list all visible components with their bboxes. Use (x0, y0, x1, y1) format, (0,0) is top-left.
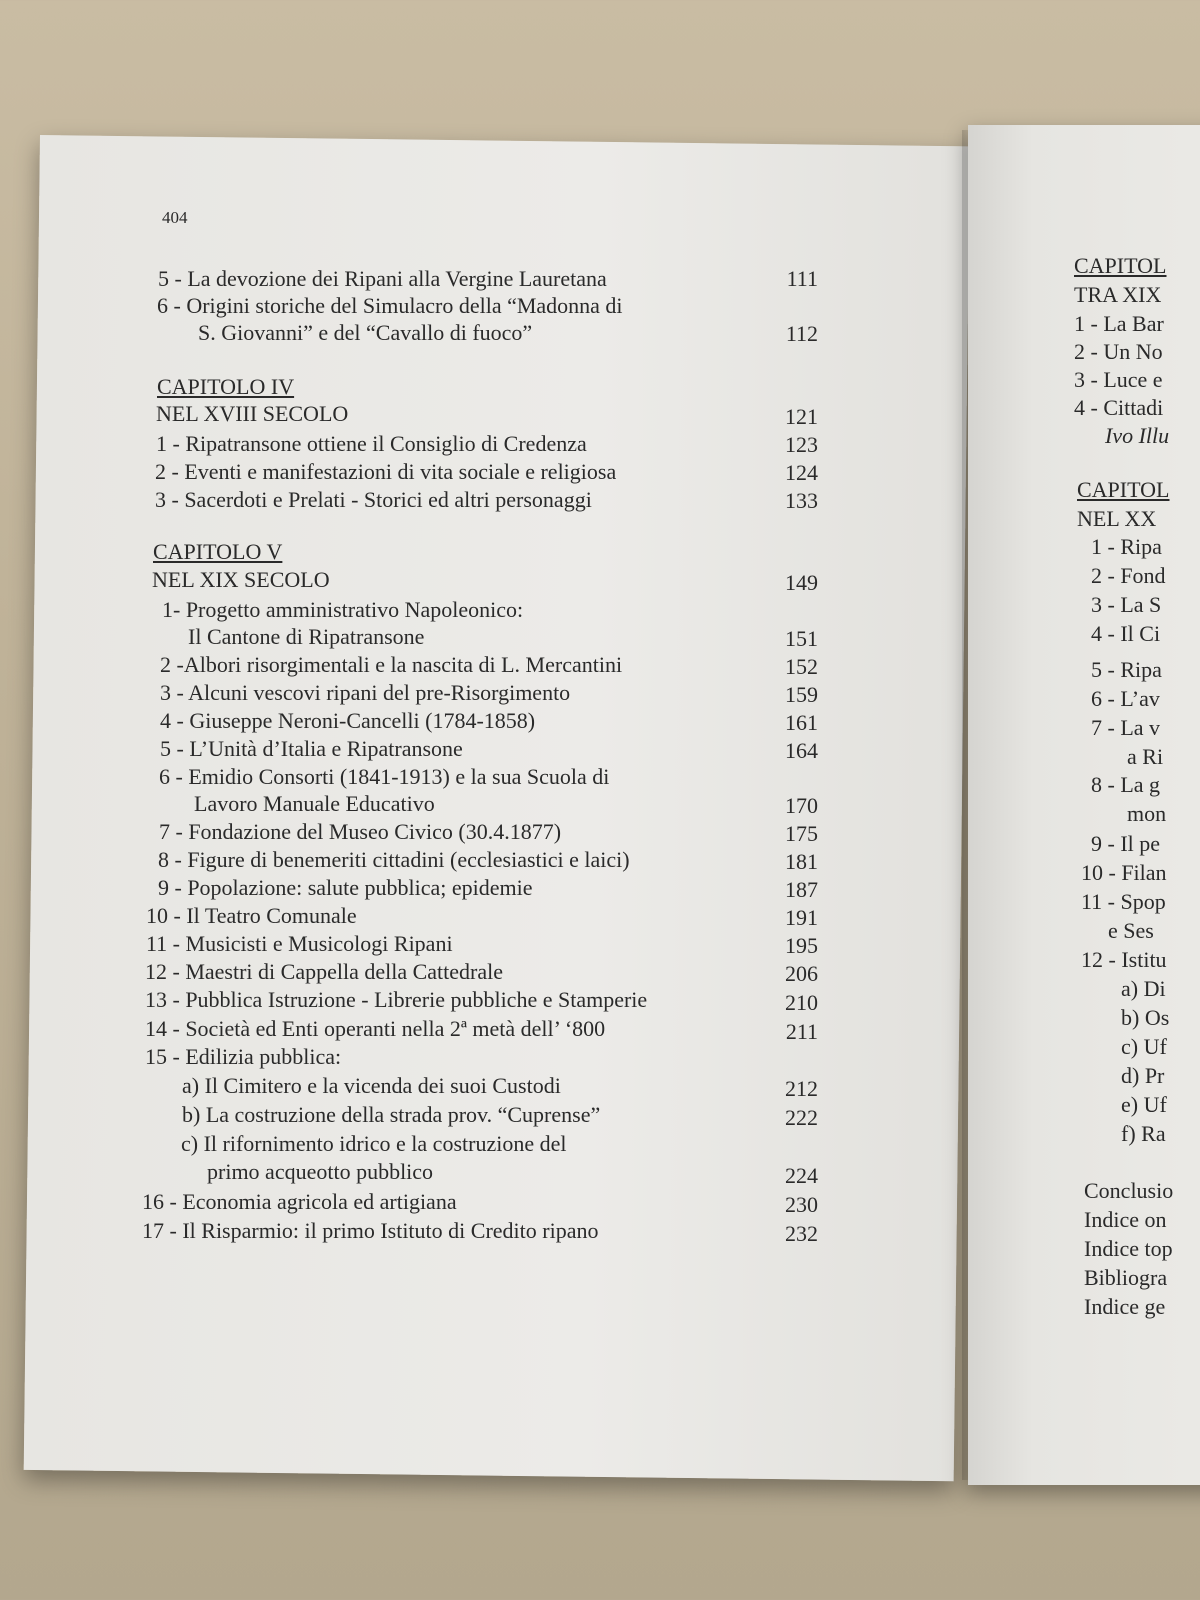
toc-entry-label: 6 - Origini storiche del Simulacro della “Madonna di (157, 293, 623, 318)
toc-entry-label: S. Giovanni” e del “Cavallo di fuoco” (198, 320, 533, 345)
toc-entry-page: 112 (785, 321, 818, 346)
toc-entry-page: 164 (785, 738, 818, 763)
right-fragment: 4 - Cittadi (1074, 395, 1164, 420)
right-fragment: Indice on (1084, 1207, 1167, 1232)
toc-entry-page: 124 (785, 460, 818, 485)
toc-entry-label: 5 - La devozione dei Ripani alla Vergine Lauretana (158, 266, 607, 291)
toc-entry-continuation: Il Cantone di Ripatransone (188, 624, 425, 649)
right-fragment: mon (1127, 801, 1167, 826)
chapter-heading: CAPITOLO IV (157, 374, 295, 399)
right-fragment: 3 - Luce e (1074, 367, 1163, 392)
toc-entry: 3 - Alcuni vescovi ripani del pre-Risorgimento (160, 680, 571, 705)
toc-entry-page: 121 (785, 404, 818, 429)
toc-entry: 11 - Musicisti e Musicologi Ripani (146, 931, 453, 956)
toc-entry-page: 187 (785, 877, 818, 902)
right-fragment: 8 - La g (1091, 772, 1161, 797)
toc-entry (157, 292, 623, 320)
toc-entry: 4 - Giuseppe Neroni-Cancelli (1784-1858) (160, 708, 536, 733)
toc-entry-page: 159 (785, 682, 818, 707)
toc-entry-page: 175 (785, 821, 818, 846)
right-fragment: 5 - Ripa (1091, 657, 1162, 682)
chapter-subtitle: NEL XIX SECOLO (152, 567, 330, 592)
right-fragment: CAPITOL (1077, 477, 1170, 502)
page-number: 404 (162, 208, 188, 227)
right-fragment: d) Pr (1121, 1063, 1165, 1088)
toc-entry: 1- Progetto amministrativo Napoleonico: (162, 597, 524, 622)
toc-entry: 7 - Fondazione del Museo Civico (30.4.1877) (159, 819, 562, 844)
toc-subentry: b) La costruzione della strada prov. “Cuprense” (182, 1102, 601, 1127)
toc-entry-continuation: primo acqueotto pubblico (207, 1159, 434, 1184)
right-fragment: a) Di (1121, 976, 1166, 1001)
toc-entry-page: 230 (785, 1192, 818, 1217)
toc-entry: 17 - Il Risparmio: il primo Istituto di Credito ripano (142, 1218, 599, 1243)
toc-entry: 5 - L’Unità d’Italia e Ripatransone (160, 736, 463, 761)
toc-entry: 1 - Ripatransone ottiene il Consiglio di Credenza (156, 431, 587, 456)
toc-entry: 10 - Il Teatro Comunale (146, 903, 357, 928)
toc-subentry: a) Il Cimitero e la vicenda dei suoi Custodi (182, 1073, 561, 1098)
right-fragment: 1 - Ripa (1091, 534, 1162, 559)
toc-entry-page: 161 (785, 710, 818, 735)
right-fragment: f) Ra (1121, 1121, 1166, 1146)
right-fragment: TRA XIX (1074, 282, 1162, 307)
toc-entry-page: 152 (785, 654, 818, 679)
toc-entry-page: 191 (785, 905, 818, 930)
toc-entry-page: 195 (785, 933, 818, 958)
toc-entry-page: 181 (785, 849, 818, 874)
toc-entry-continuation (198, 319, 532, 347)
toc-entry: 2 -Albori risorgimentali e la nascita di L. Mercantini (160, 652, 623, 677)
right-fragment: 12 - Istitu (1081, 947, 1167, 972)
right-fragment: 1 - La Bar (1074, 311, 1164, 336)
right-fragment: Ivo Illu (1105, 423, 1170, 448)
right-fragment: c) Uf (1121, 1034, 1167, 1059)
right-fragment: 4 - Il Ci (1091, 621, 1161, 646)
toc-entry: 16 - Economia agricola ed artigiana (142, 1189, 457, 1214)
right-fragment: 7 - La v (1091, 715, 1161, 740)
toc-entry-page: 212 (785, 1076, 818, 1101)
toc-entry: 2 - Eventi e manifestazioni di vita sociale e religiosa (155, 459, 617, 484)
chapter-heading: CAPITOLO V (153, 539, 283, 564)
toc-entry: 8 - Figure di benemeriti cittadini (ecclesiastici e laici) (158, 847, 630, 872)
chapter-subtitle: NEL XVIII SECOLO (156, 401, 349, 426)
right-fragment: 2 - Un No (1074, 339, 1163, 364)
right-fragment: a Ri (1127, 744, 1164, 769)
right-fragment: Indice top (1084, 1236, 1173, 1261)
right-fragment: 9 - Il pe (1091, 831, 1161, 856)
toc-entry: 6 - Emidio Consorti (1841-1913) e la sua Scuola di (159, 764, 610, 789)
toc-entry-page: 151 (785, 626, 818, 651)
right-fragment: 11 - Spop (1081, 889, 1166, 914)
toc-entry-page: 111 (786, 266, 818, 291)
toc-entry-page: 211 (785, 1019, 818, 1044)
right-fragment: Conclusio (1084, 1178, 1174, 1203)
right-fragment: b) Os (1121, 1005, 1170, 1030)
right-fragment: 10 - Filan (1081, 860, 1167, 885)
toc-subentry: c) Il rifornimento idrico e la costruzione del (181, 1131, 567, 1156)
toc-entry-continuation: Lavoro Manuale Educativo (194, 791, 435, 816)
toc-entry-page: 224 (785, 1163, 818, 1188)
toc-entry-page: 123 (785, 432, 818, 457)
right-fragment: 2 - Fond (1091, 563, 1166, 588)
toc-entry: 12 - Maestri di Cappella della Cattedrale (145, 959, 503, 984)
right-fragment: NEL XX (1077, 506, 1157, 531)
toc-entry: 3 - Sacerdoti e Prelati - Storici ed altri personaggi (155, 487, 592, 512)
toc-entry-page: 170 (785, 793, 818, 818)
right-fragment: e Ses (1108, 918, 1154, 943)
right-fragment: Indice ge (1084, 1294, 1166, 1319)
toc-entry: 9 - Popolazione: salute pubblica; epidemie (158, 875, 533, 900)
right-fragment: 3 - La S (1091, 592, 1162, 617)
toc-entry-page: 222 (785, 1105, 818, 1130)
right-fragment: Bibliogra (1084, 1265, 1168, 1290)
toc-entry: 14 - Società ed Enti operanti nella 2ª metà dell’ ‘800 (145, 1016, 606, 1041)
toc-entry: 13 - Pubblica Istruzione - Librerie pubbliche e Stamperie (145, 987, 648, 1012)
toc-entry-page: 133 (785, 488, 818, 513)
toc-entry-page: 232 (785, 1221, 818, 1246)
toc-entry: 15 - Edilizia pubblica: (145, 1044, 342, 1069)
right-fragment: CAPITOL (1074, 253, 1167, 278)
toc-entry-page: 210 (785, 990, 818, 1015)
right-page-toc-fragments (975, 125, 1200, 1485)
toc-entry (158, 265, 607, 293)
right-fragment: 6 - L’av (1091, 686, 1160, 711)
toc-entry-page: 206 (785, 961, 818, 986)
right-fragment: e) Uf (1121, 1092, 1167, 1117)
toc-entry-page: 149 (785, 570, 818, 595)
